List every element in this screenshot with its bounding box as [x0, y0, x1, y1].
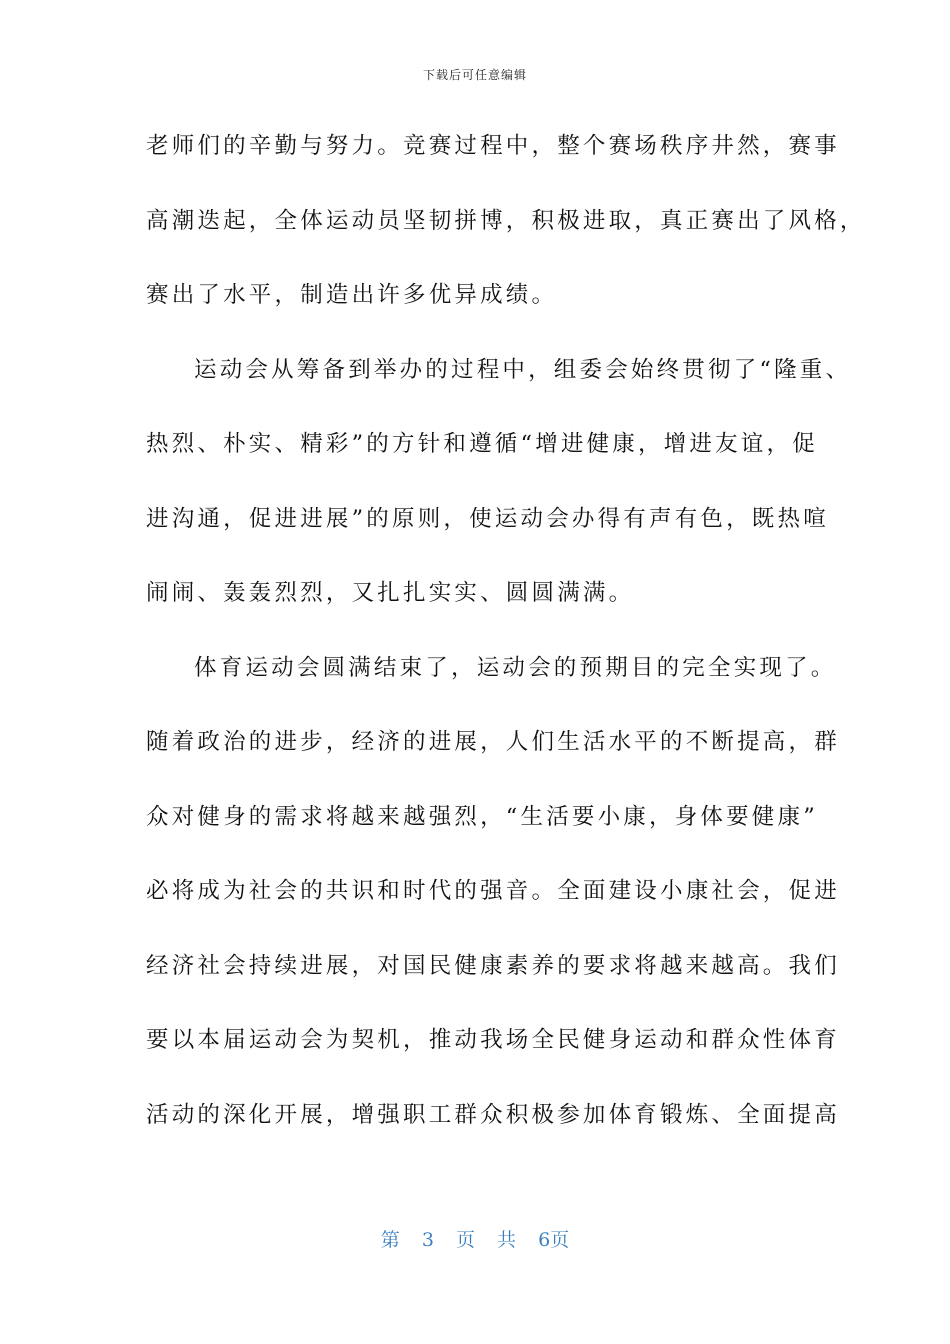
total-prefix: 共 — [497, 1229, 517, 1251]
text-line: 闹闹、轰轰烈烈，又扎扎实实、圆圆满满。 — [146, 580, 635, 606]
paragraph-first-line: 运动会从筹备到举办的过程中，组委会始终贯彻了“隆重、 — [194, 356, 852, 383]
text-line: 经济社会持续进展，对国民健康素养的要求将越来越高。我们 — [146, 952, 840, 979]
text-line: 老师们的辛勤与努力。竞赛过程中，整个赛场秩序井然，赛事 — [146, 133, 840, 159]
text-line: 要以本届运动会为契机，推动我场全民健身运动和群众性体育 — [146, 1027, 840, 1053]
page-header-note: 下载后可任意编辑 — [422, 68, 527, 82]
text-line: 活动的深化开展，增强职工群众积极参加体育锻炼、全面提高 — [146, 1101, 840, 1128]
paragraph-first-line: 体育运动会圆满结束了，运动会的预期目的完全实现了。 — [194, 654, 837, 681]
text-line: 众对健身的需求将越来越强烈，“生活要小康，身体要健康” — [146, 803, 818, 830]
page-word: 页 — [455, 1229, 475, 1251]
page-prefix: 第 — [380, 1229, 400, 1251]
text-line: 热烈、朴实、精彩”的方针和遵循“增进健康，增进友谊，促 — [146, 431, 818, 457]
text-line: 必将成为社会的共识和时代的强音。全面建设小康社会，促进 — [146, 878, 840, 904]
current-page-number: 3 — [421, 1229, 434, 1251]
document-body — [146, 126, 866, 1169]
text-line: 高潮迭起，全体运动员坚韧拼博，积极进取，真正赛出了风格， — [146, 207, 866, 234]
text-line: 进沟通，促进进展”的原则，使运动会办得有声有色，既热喧 — [146, 505, 829, 532]
text-line: 随着政治的进步，经济的进展，人们生活水平的不断提高，群 — [146, 729, 840, 755]
total-pages: 6页 — [538, 1229, 570, 1251]
page-footer — [0, 1225, 950, 1252]
text-line: 赛出了水平，制造出许多优异成绩。 — [146, 282, 558, 308]
